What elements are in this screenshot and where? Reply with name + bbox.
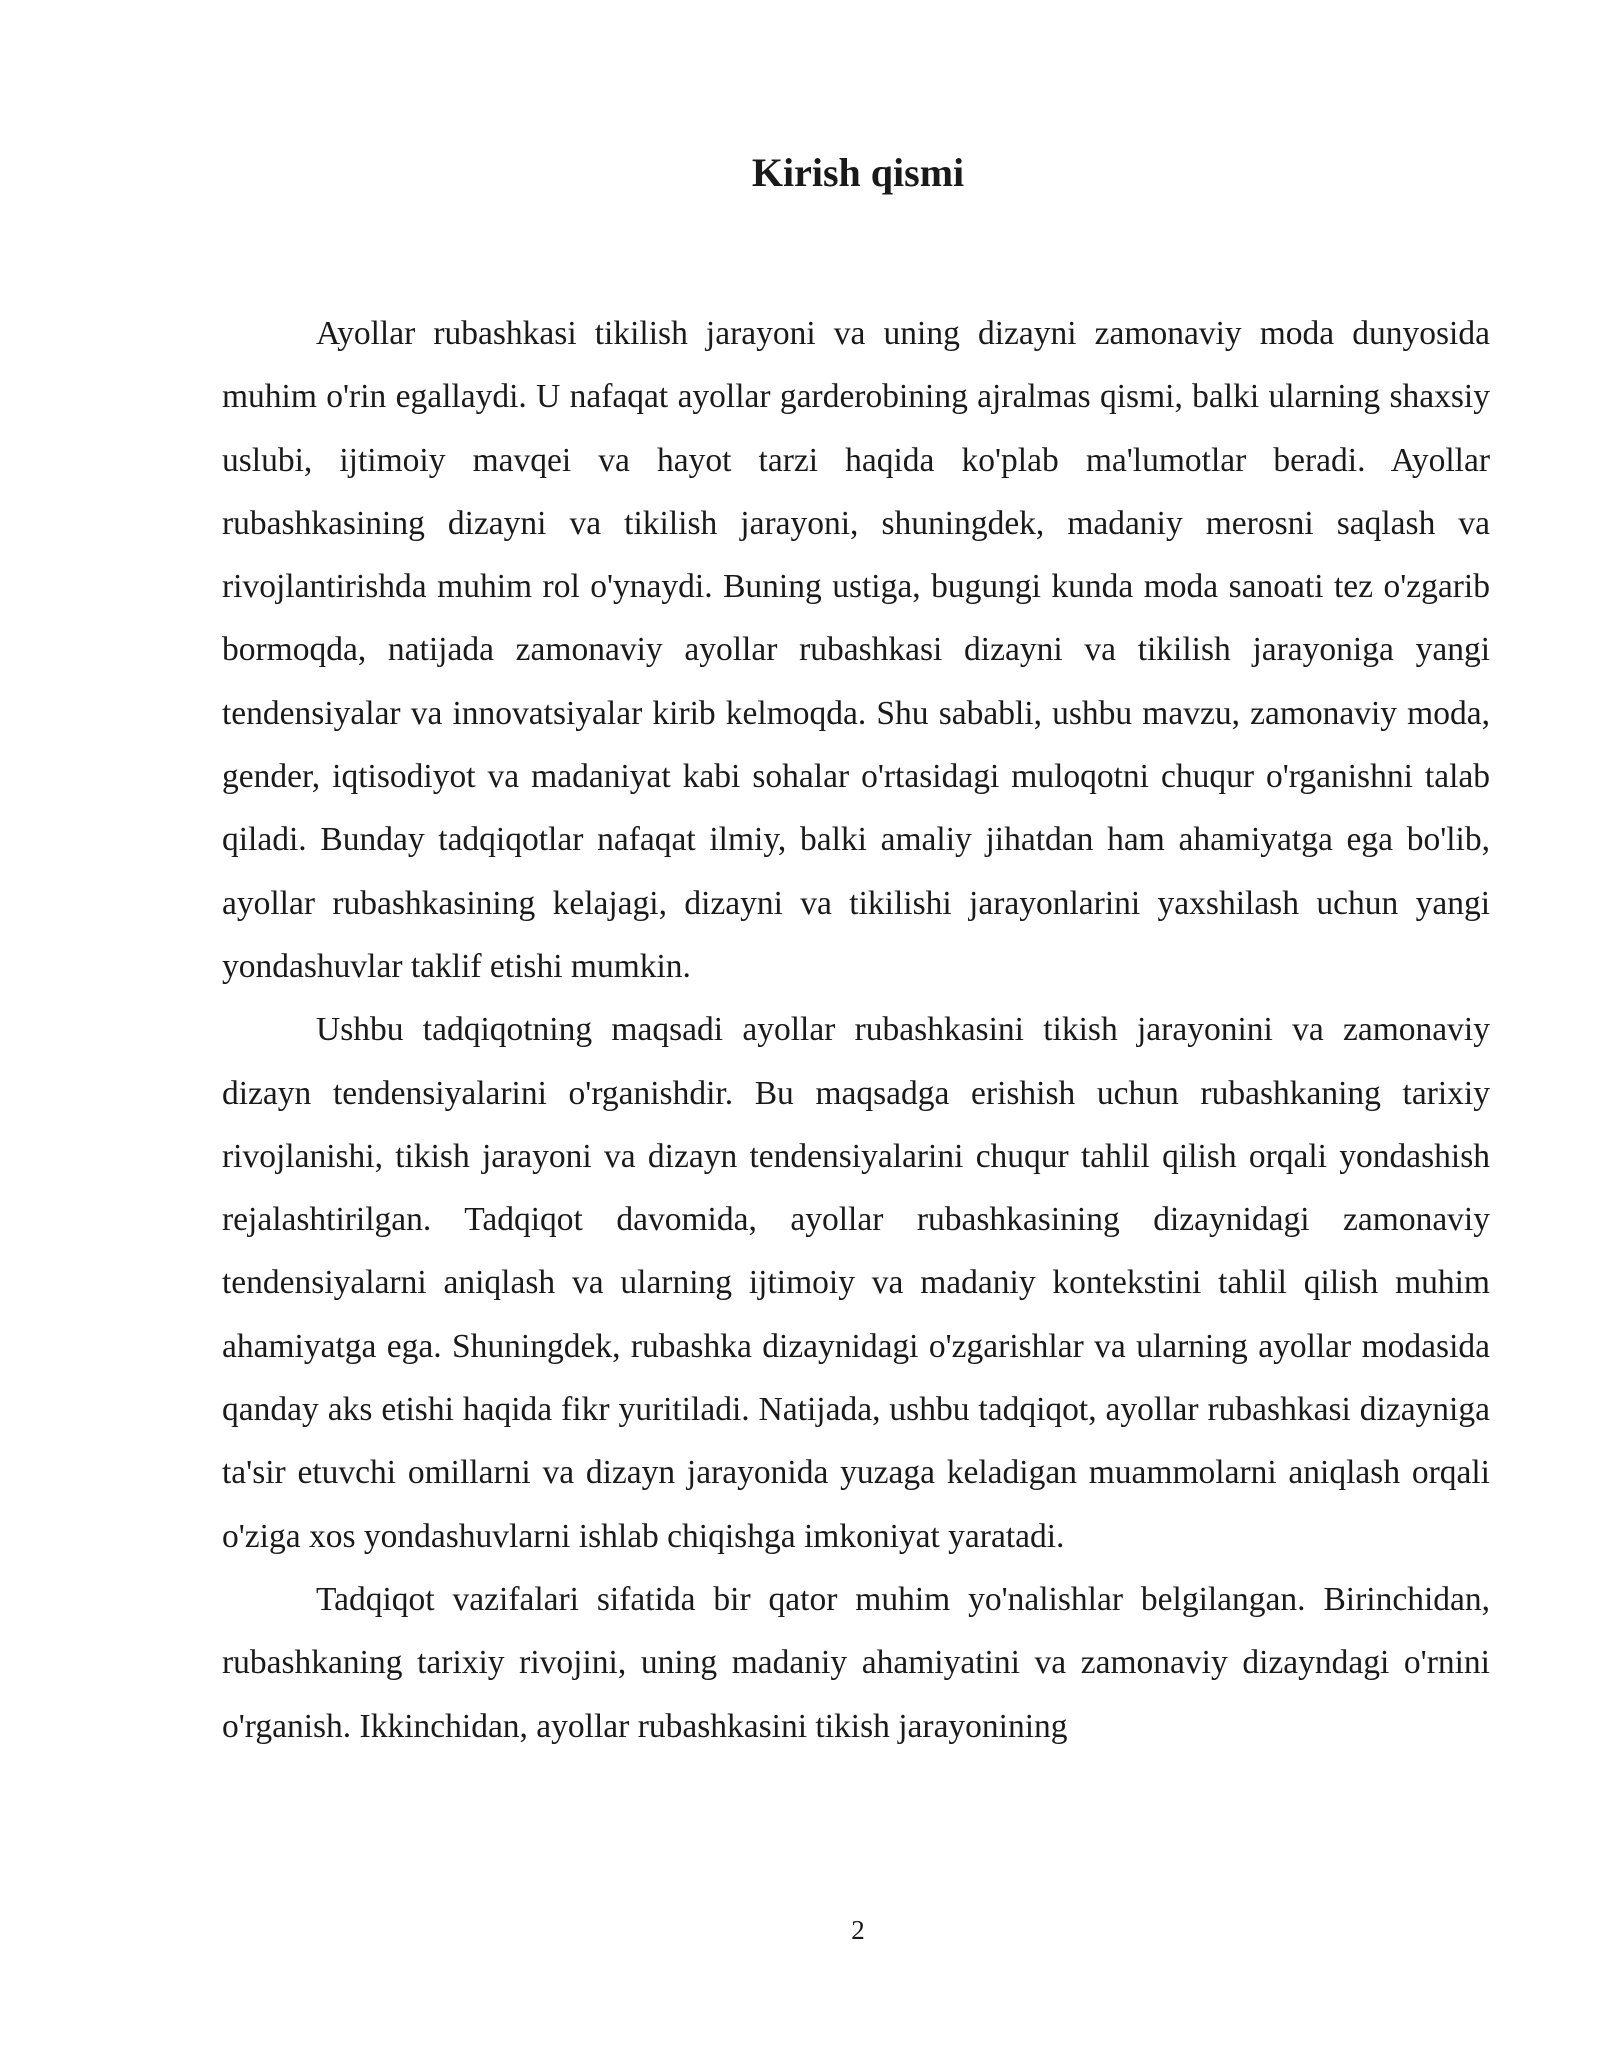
paragraph-3: Tadqiqot vazifalari sifatida bir qator muhim yo'nalishlar belgilangan. Birinchidan, rubashkaning tarixiy rivojini, uning madaniy ahamiyatini va zamonaviy dizayndagi o'rnini o'rganish. Ikkinchidan, ayollar rubashkasini tikish jarayonining — [222, 1580, 1490, 1745]
paragraph-2: Ushbu tadqiqotning maqsadi ayollar rubashkasini tikish jarayonini va zamonaviy dizayn tendensiyalarini o'rganishdir. Bu maqsadga erishish uchun rubashkaning tarixiy rivojlanishi, tikish jarayoni va dizayn tendensiyalarini chuqur tahlil qilish orqali yondashish rejalashtirilgan. Tadqiqot davomida, ayollar rubashkasining dizaynidagi zamonaviy tendensiyalarni aniqlash va ularning ijtimoiy va madaniy kontekstini tahlil qilish muhim ahamiyatga ega. Shuningdek, rubashka dizaynidagi o'zgarishlar va ularning ayollar modasida qanday aks etishi haqida fikr yuritiladi. Natijada, ushbu tadqiqot, ayollar rubashkasi dizayniga ta'sir etuvchi omillarni va dizayn jarayonida yuzaga keladigan muammolarni aniqlash orqali o'ziga xos yondashuvlarni ishlab chiqishga imkoniyat yaratadi. — [222, 1011, 1490, 1555]
paragraph-1: Ayollar rubashkasi tikilish jarayoni va uning dizayni zamonaviy moda dunyosida muhim o'rin egallaydi. U nafaqat ayollar garderobining ajralmas qismi, balki ularning shaxsiy uslubi, ijtimoiy mavqei va hayot tarzi haqida ko'plab ma'lumotlar beradi. Ayollar rubashkasining dizayni va tikilish jarayoni, shuningdek, madaniy merosni saqlash va rivojlantirishda muhim rol o'ynaydi. Buning ustiga, bugungi kunda moda sanoati tez o'zgarib bormoqda, natijada zamonaviy ayollar rubashkasi dizayni va tikilish jarayoniga yangi tendensiyalar va innovatsiyalar kirib kelmoqda. Shu sababli, ushbu mavzu, zamonaviy moda, gender, iqtisodiyot va madaniyat kabi sohalar o'rtasidagi muloqotni chuqur o'rganishni talab qiladi. Bunday tadqiqotlar nafaqat ilmiy, balki amaliy jihatdan ham ahamiyatga ega bo'lib, ayollar rubashkasining kelajagi, dizayni va tikilishi jarayonlarini yaxshilash uchun yangi yondashuvlar taklif etishi mumkin. — [222, 315, 1490, 985]
body-text — [222, 302, 1490, 1758]
page-title: Kirish qismi — [751, 150, 965, 195]
page-number: 2 — [851, 1915, 865, 1945]
